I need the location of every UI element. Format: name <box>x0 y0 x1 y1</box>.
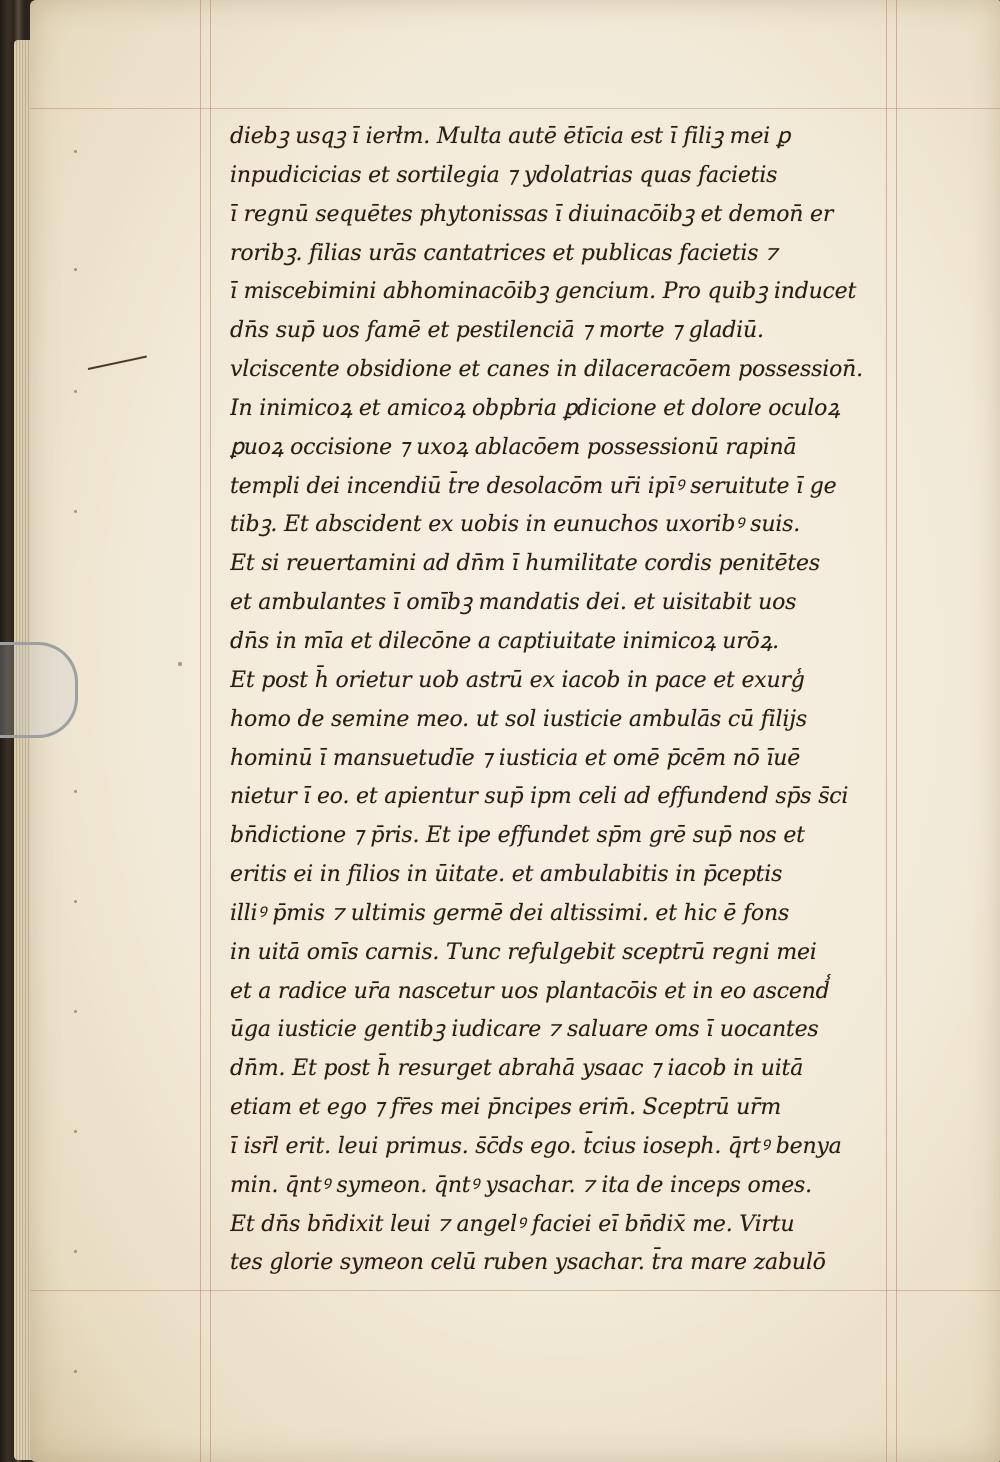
manuscript-line: vlciscente obsidione et canes in dilaceracōem possession̄. <box>230 357 863 383</box>
folio-page <box>30 0 1000 1462</box>
manuscript-line: illiꝰ p̄mis ⁊ ultimis germē dei altissimi. et hic ē fons <box>230 900 790 926</box>
manuscript-line: diebꝫ usqꝫ ī ierłm. Multa autē ētīcia est ī filiꝫ mei ꝑ <box>230 124 791 149</box>
pricking-mark <box>74 790 77 793</box>
paper-clip <box>0 642 78 738</box>
manuscript-line: homo de semine meo. ut sol iusticie ambulās cū filijs <box>230 706 807 732</box>
manuscript-line: in uitā omīs carnis. Tunc refulgebit sceptrū regni mei <box>230 939 817 965</box>
pricking-mark <box>74 390 77 393</box>
marginal-dot <box>178 662 182 666</box>
manuscript-line: etiam et ego ⁊ fr̄es mei p̄ncipes erim̄. Sceptrū ur̄m <box>230 1095 782 1121</box>
pricking-mark <box>74 1010 77 1013</box>
manuscript-line: roribꝫ. filias urās cantatrices et publicas facietis ⁊ <box>230 240 778 266</box>
ruling-line-bottom <box>30 1290 1000 1291</box>
manuscript-line: templi dei incendiū t̄re desolacōm ur̄i ipīꝰ seruitute ī ge <box>230 473 837 499</box>
ruling-line-left-inner <box>210 0 211 1462</box>
manuscript-line: ūga iusticie gentibꝫ iudicare ⁊ saluare oms ī uocantes <box>230 1017 819 1043</box>
marginal-pen-stroke <box>88 356 147 370</box>
manuscript-line: dn̄m. Et post h̄ resurget abrahā ysaac ⁊ iacob in uitā <box>230 1056 804 1082</box>
pricking-mark <box>74 150 77 153</box>
manuscript-line: dn̄s sup̄ uos famē et pestilenciā ⁊ morte ⁊ gladiū. <box>230 318 764 344</box>
pricking-mark <box>74 510 77 513</box>
pricking-mark <box>74 1370 77 1373</box>
manuscript-line: bn̄dictione ⁊ p̄ris. Et ipe effundet sp̄m grē sup̄ nos et <box>230 823 805 849</box>
manuscript-line: nietur ī eo. et apientur sup̄ ipm celi ad effundend sp̄s s̄ci <box>230 784 849 810</box>
pricking-mark <box>74 1130 77 1133</box>
ruling-line-left-outer <box>200 0 201 1462</box>
manuscript-line: ī regnū sequētes phytonissas ī diuinacōibꝫ et demon̄ er <box>230 201 834 227</box>
pricking-mark <box>74 268 77 271</box>
manuscript-line: ꝑuoꝝ occisione ⁊ uxoꝝ ablacōem possessionū rapinā <box>230 434 797 460</box>
manuscript-line: inpudicicias et sortilegia ⁊ ydolatrias quas facietis <box>230 162 778 188</box>
manuscript-line: Et dn̄s bn̄dixit leui ⁊ angelꝰ faciei eī bn̄dix̄ me. Virtu <box>230 1211 795 1237</box>
manuscript-line: et ambulantes ī omībꝫ mandatis dei. et uisitabit uos <box>230 590 797 616</box>
manuscript-line: In inimicoꝝ et amicoꝝ obpbria ꝑdicione et dolore oculoꝝ <box>230 395 840 421</box>
manuscript-line: ī miscebimini abhominacōibꝫ gencium. Pro quibꝫ inducet <box>230 279 857 305</box>
manuscript-line: min. q̄ntꝰ symeon. q̄ntꝰ ysachar. ⁊ ita de inceps omes. <box>230 1172 812 1198</box>
manuscript-line: tibꝫ. Et abscident ex uobis in eunuchos uxoribꝰ suis. <box>230 512 801 538</box>
manuscript-line: tes glorie symeon celū ruben ysachar. t̄ra mare zabulō <box>230 1250 826 1276</box>
manuscript-line: et a radice ur̄a nascetur uos plantacōis et in eo ascend̾ <box>230 978 830 1004</box>
manuscript-line: hominū ī mansuetudīe ⁊ iusticia et omē p̄cēm nō īuē <box>230 745 801 771</box>
manuscript-line: Et post h̄ orietur uob astrū ex iacob in pace et exurg̾ <box>230 667 805 693</box>
pricking-mark <box>74 1250 77 1253</box>
manuscript-line: Et si reuertamini ad dn̄m ī humilitate cordis penitētes <box>230 551 820 577</box>
pricking-mark <box>74 900 77 903</box>
ruling-line-top <box>30 108 1000 109</box>
manuscript-line: ī isr̄l erit. leui primus. s̄c̄ds ego. t̄cius ioseph. q̄rtꝰ benya <box>230 1133 842 1159</box>
manuscript-text-block <box>230 118 942 1283</box>
manuscript-line: dn̄s in mīa et dilecōne a captiuitate inimicoꝝ urōꝝ. <box>230 628 779 654</box>
manuscript-line: eritis ei in filios in ūitate. et ambulabitis in p̄ceptis <box>230 862 783 888</box>
